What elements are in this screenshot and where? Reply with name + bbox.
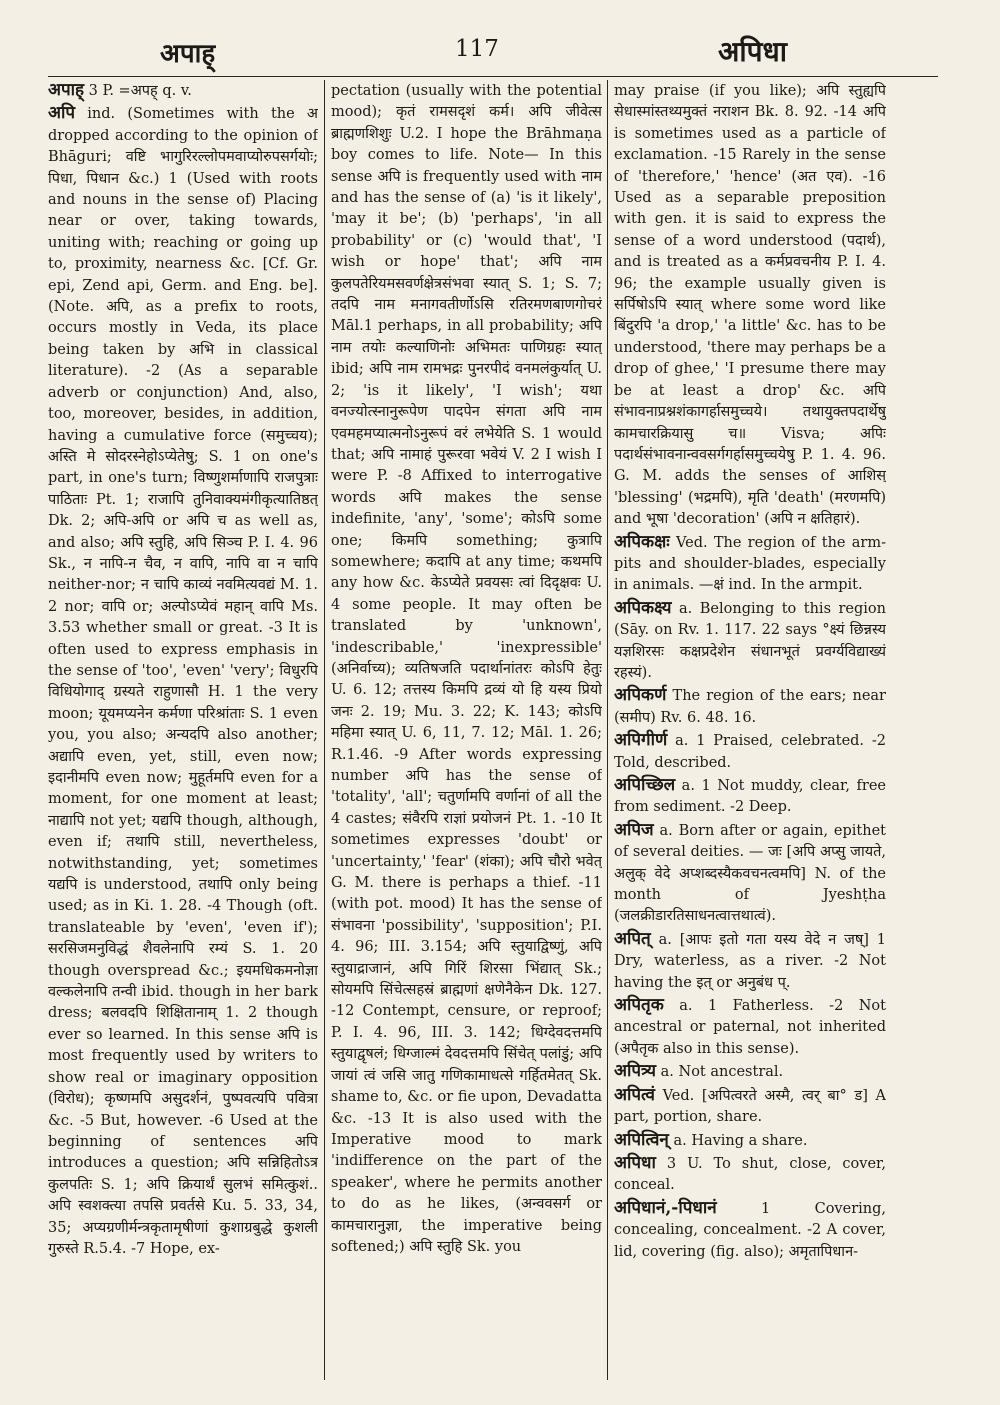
left-guide-word: अपाह् [160,39,216,69]
entry-text: a. Born after or again, epithet of several deities. — जः [अपि अप्सु जायते, अलुक् वेदे अप्शब्दस्यैकवचनत्वमपि] N. of the month of Jyeshṭha (जलक्रीडारतिसाधनत्वात्तथात्वं). [614,822,886,925]
column-1 [48,80,318,1385]
entry-text: Ved. The region of the arm-pits and shoulder-blades, especially in animals. —क्षं ind. In the armpit. [614,534,886,594]
headword: अपित्र्य [614,1061,657,1082]
dictionary-entry [614,1085,886,1129]
dictionary-entry [614,598,886,685]
entry-text: may praise (if you like); अपि स्तुह्यपि सेधास्मांस्तथ्यमुक्तं नराशन Bk. 8. 92. -14 अपि is sometimes used as a particle of exclamation. -15 Rarely in the sense of 'therefore,' 'hence' (अत एव). -16 Used as a separable preposition with gen. it is said to express the sense of a word understood (पदार्थ), and is treated as a कर्मप्रवचनीय P. I. 4. 96; the example usually given is सर्पिषोऽपि स्यात् where some word like बिंदुरपि 'a drop,' 'a little' &c. has to be understood, 'there may perhaps be a drop of ghee,' 'I presume there may be at least a drop' &c. अपि संभावनाप्रश्नशंकागर्हासमुच्चये। तथायुक्तपदार्थेषु कामचारक्रियासु च॥ Visva; अपिः पदार्थसंभावनान्ववसर्गगर्हासमुच्चयेषु P. 1. 4. 96. G. M. adds the senses of आशिस् 'blessing' (भद्रमपि), मृति 'death' (मरणमपि) and भूषा 'decoration' (अपि न क्षतिहारं). [614,83,886,528]
dictionary-entry [48,103,318,1260]
headword: अपिच्छिल [614,775,676,795]
headword: अपित् [614,928,651,949]
entry-text: a. [आपः इतो गता यस्य वेदे न जष्] 1 Dry, waterless, as a river. -2 Not having the इत् or अनुबंध प्. [614,931,886,991]
entry-text: 3 P. =अपह् q. v. [84,83,192,99]
dictionary-entry [614,775,886,819]
entry-text: a. 1 Not muddy, clear, free from sediment. -2 Deep. [614,778,886,816]
dictionary-entry [614,1153,886,1197]
headword: अपिधा [614,1152,656,1173]
column-divider [324,80,325,1380]
column-divider [607,80,608,1380]
entry-text: a. Having a share. [668,1132,808,1149]
dictionary-entry [331,80,602,1258]
headword: अपिधानं,-पिधानं [614,1197,717,1218]
dictionary-entry [614,730,886,774]
headword: अपित्वं [614,1084,656,1105]
headword: अपिकर्ण [614,685,667,706]
dictionary-entry [614,995,886,1060]
column-3 [614,80,886,1385]
dictionary-entry [614,820,886,928]
dictionary-entry [614,685,886,729]
dictionary-entry [614,1130,886,1152]
entry-text: pectation (usually with the potential mood); कृतं रामसदृशं कर्म। अपि जीवेत्स ब्राह्मणशिशुः U.2. I hope the Brāhmaṇa boy comes to life. Note— In this sense अपि is frequently used with नाम and has the sense of (a) 'is it likely', 'may it be'; (b) 'perhaps', 'in all probability' or (c) 'would that', 'I wish or hope' that'; अपि नाम कुलपतेरियमसवर्णक्षेत्रसंभवा स्यात् S. 1; S. 7; तदपि नाम मनागवतीर्णोऽसि रतिरमणबाणगोचरं Māl.1 perhaps, in all probability; अपि नाम तयोः कल्याणिनोः अभिमतः पाणिग्रहः स्यात् ibid; अपि नाम रामभद्रः पुनरपीदं वनमलंकुर्यात् U. 2; 'is it likely', 'I wish'; यथा वनज्योत्स्नानुरूपेण पादपेन संगता अपि नाम एवमहमप्यात्मनोऽनुरूपं वरं लभेयेति S. 1 would that; अपि नामाहं पुरूरवा भवेयं V. 2 I wish I were P. -8 Affixed to interrogative words अपि makes the sense indefinite, 'any', 'some'; कोऽपि some one; किमपि something; कुत्रापि somewhere; कदापि at any time; कथमपि any how &c. केऽप्येते प्रवयसः त्वां दिदृक्षवः U. 4 some people. It may often be translated by 'unknown', 'indescribable,' 'inexpressible' (अनिर्वाच्य); व्यतिषजति पदार्थानांतरः कोऽपि हेतुः U. 6. 12; तत्तस्य किमपि द्रव्यं यो हि यस्य प्रियो जनः 2. 19; Mu. 3. 22; K. 143; कोऽपि महिमा स्यात् U. 6, 11, 7. 12; Māl. 1. 26; R.1.46. -9 After words expressing number अपि has the sense of 'totality', 'all'; चतुर्णामपि वर्णानां of all the 4 castes; संवैरपि राज्ञां प्रयोजनं Pt. 1. -10 It sometimes expresses 'doubt' or 'uncertainty,' 'fear' (शंका); अपि चौरो भवेत् G. M. there is perhaps a thief. -11 (with pot. mood) It has the sense of संभावना 'possibility', 'supposition'; P.I. 4. 96; III. 3.154; अपि स्तुयाद्विष्णुं, अपि स्तुयाद्राजानं, अपि गिरिं शिरसा भिंद्यात् Sk.; सोयमपि सिंचेत्सहस्रं ब्राह्मणां क्षणेनैकेन Dk. 127. -12 Contempt, censure, or reproof; P. I. 4. 96, III. 3. 142; धिग्देवदत्तमपि स्तुयाद्वृषलं; धिग्जाल्मं देवदत्तमपि सिंचेत् पलांडुं; अपि जायां त्वं जसि जातु गणिकामाधत्से गर्हितमेतत् Sk. shame to, &c. or fie upon, Devadatta &c. -13 It is also used with the Imperative mood to mark 'indifference on the part of the speaker', where he permits another to do as he likes, (अन्ववसर्ग or कामचारानुज्ञा, the imperative being softened;) अपि स्तुहि Sk. you [331,83,602,1255]
dictionary-entry [614,80,886,531]
entry-text: a. 1 Praised, celebrated. -2 Told, described. [614,733,886,771]
page-number: 117 [455,36,499,62]
headword: अपिकक्ष्य [614,597,672,618]
dictionary-entry [614,1198,886,1263]
dictionary-entry [614,532,886,597]
headword: अपिज [614,819,654,840]
headword: अपितृक [614,995,664,1016]
dictionary-entry [48,80,318,102]
running-head [0,28,1000,78]
right-guide-word: अपिधा [718,35,788,68]
dictionary-entry [614,1061,886,1083]
headword: अपि [48,103,76,124]
entry-text: a. Belonging to this region (Sāy. on Rv. 1. 117. 22 says °क्ष्यं छिन्नस्य यज्ञशिरसः कक्षप्रदेशेन संधानभूतं प्रवर्ग्यविद्याख्यं रहस्यं). [614,600,886,681]
dictionary-entry [614,929,886,994]
entry-text: a. Not ancestral. [656,1064,784,1081]
entry-text: ind. (Sometimes with the अ dropped according to the opinion of Bhāguri; वष्टि भागुरिरल्लोपमवाप्योरुपसर्गयोः; पिधा, पिधान &c.) 1 (Used with roots and nouns in the sense of) Placing near or over, taking towards, uniting with; reaching or going up to, proximity, nearness &c. [Cf. Gr. epi, Zend api, Germ. and Eng. be]. (Note. अपि, as a prefix to roots, occurs mostly in Veda, its place being taken by अभि in classical literature). -2 (As a separable adverb or conjunction) And, also, too, moreover, besides, in addition, having a cumulative force (समुच्चय); अस्ति मे सोदरस्नेहोऽप्येतेषु; S. 1 on one's part, in one's turn; विष्णुशर्माणापि राजपुत्राः पाठिताः Pt. 1; राजापि तुनिवाक्यमंगीकृत्यातिष्ठत् Dk. 2; अपि-अपि or अपि च as well as, and also; अपि स्तुहि, अपि सिञ्च P. I. 4. 96 Sk., न नापि-न चैव, न वापि, नापि वा न चापि neither-nor; न चापि काव्यं नवमित्यवद्यं M. 1. 2 nor; वापि or; अल्पोऽप्येवं महान् वापि Ms. 3.53 whether small or great. -3 It is often used to express emphasis in the sense of 'too', 'even' 'very'; विधुरपि विधियोगाद् ग्रस्यते राहुणासौ H. 1 the very moon; यूयमप्यनेन कर्मणा परिश्रांताः S. 1 even you, you also; अन्यदपि also another; अद्यापि even, yet, still, even now; इदानीमपि even now; मुहूर्तमपि even for a moment, for one moment at least; नाद्यापि not yet; यद्यपि though, although, even if; तथापि still, nevertheless, notwithstanding, yet; sometimes यद्यपि is understood, तथापि only being used; as in Ki. 1. 28. -4 Though (oft. translateable by 'even', 'even if'); सरसिजमनुविद्धं शैवलेनापि रम्यं S. 1. 20 though overspread &c.; इयमधिकमनोज्ञा वल्कलेनापि तन्वी ibid. though in her bark dress; बलवदपि शिक्षितानाम् 1. 2 though ever so learned. In this sense अपि is most frequently used by writers to show real or imaginary opposition (विरोध); कृष्णमपि असुदर्शनं, पुष्पवत्यपि पवित्रा &c. -5 But, however. -6 Used at the beginning of sentences अपि introduces a question; अपि सन्निहितोऽत्र कुलपतिः S. 1; अपि क्रियार्थं सुलभं समित्कुशं.. अपि स्वशक्त्या तपसि प्रवर्तसे Ku. 5. 33, 34, 35; अप्यग्रणीर्मन्त्रकृतामृषीणां कुशाग्रबुद्धे कुशली गुरुस्ते R.5.4. -7 Hope, ex- [48,106,318,1257]
headword: अपित्विन् [614,1129,669,1150]
entry-text: 3 U. To shut, close, cover, conceal. [614,1155,886,1194]
entry-text: a. 1 Fatherless. -2 Not ancestral or paternal, not inherited (अपैतृक also in this sense). [614,998,886,1057]
headword: अपिगीर्ण [614,730,668,751]
headword: अपाह् [48,80,85,100]
entry-text: Ved. [अपित्वरते अस्मै, त्वर् बा° ड] A part, portion, share. [614,1087,886,1126]
headword: अपिकक्षः [614,531,670,552]
column-2 [331,80,602,1385]
entry-text: 1 Covering, concealing, concealment. -2 A cover, lid, covering (fig. also); अमृतापिधान- [614,1200,886,1260]
header-rule [48,76,938,77]
entry-text: The region of the ears; near (समीप) Rv. 6. 48. 16. [614,688,886,726]
